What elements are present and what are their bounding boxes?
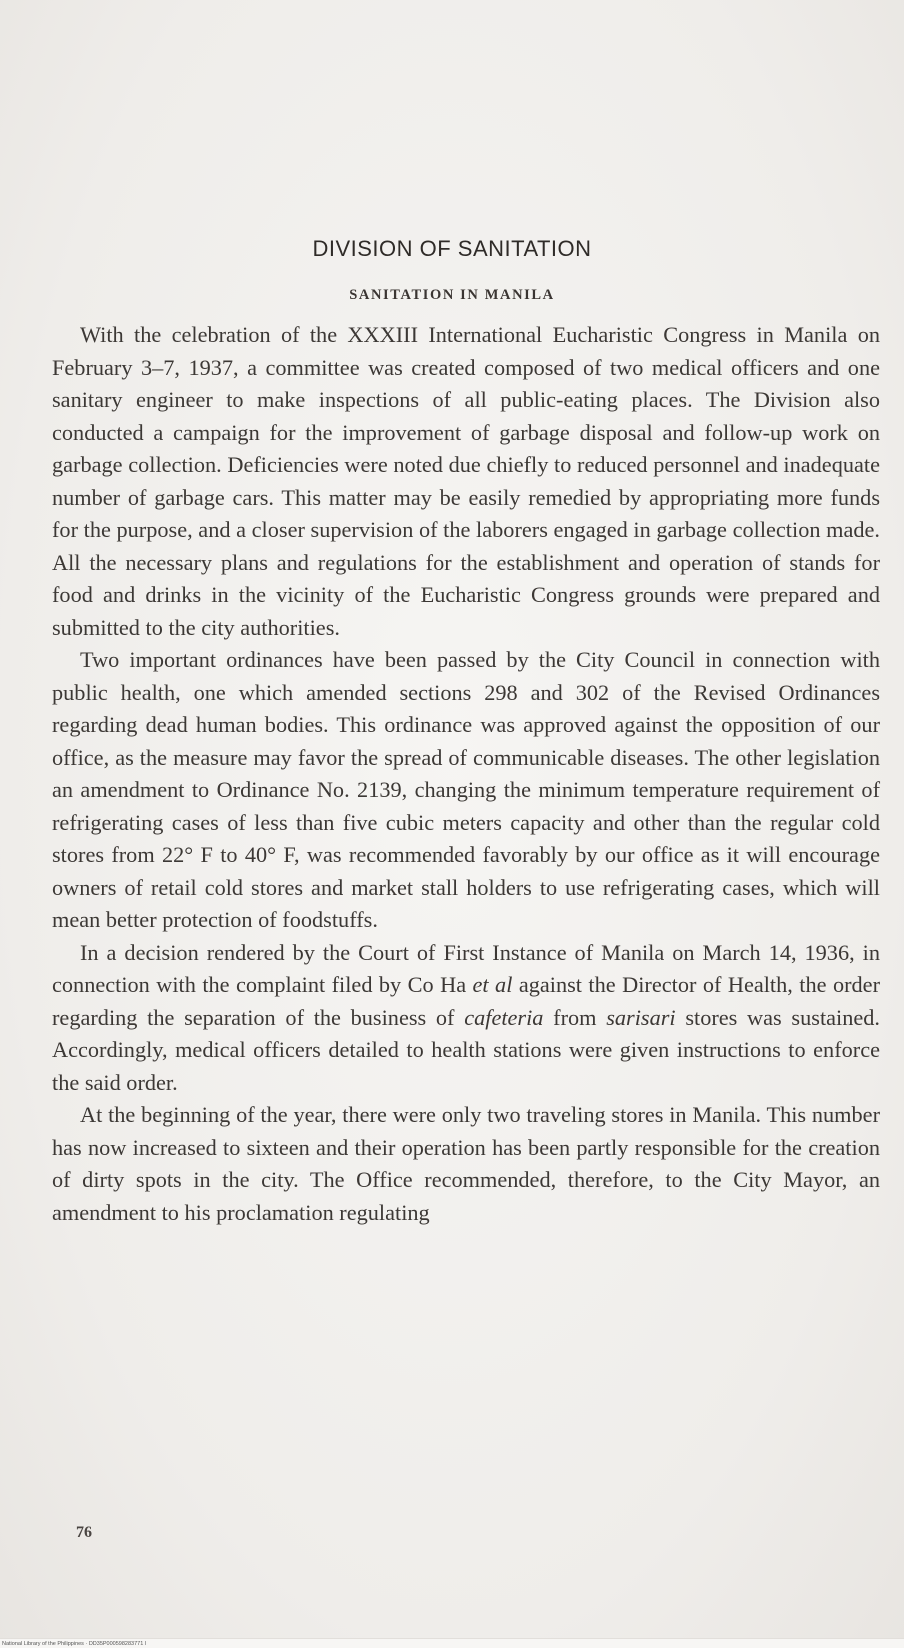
cafeteria-italic: cafeteria	[464, 1004, 544, 1030]
paragraph-eucharistic-congress: With the celebration of the XXXIII International Eucharistic Congress in Manila on February 3–7, 1937, a committee was created composed of two medical officers and one sanitary engineer to make inspections of all public-eating places. The Division also conducted a campaign for the improvement of garbage disposal and follow-up work on garbage collection. Deficiencies were noted due chiefly to reduced personnel and inadequate number of garbage cars. This matter may be easily remedied by appropriating more funds for the purpose, and a closer supervision of the laborers engaged in garbage collection made. All the necessary plans and regulations for the establishment and operation of stands for food and drinks in the vicinity of the Eucharistic Congress grounds were prepared and submitted to the city authorities.	[52, 322, 880, 640]
sarisari-italic: sarisari	[606, 1004, 676, 1030]
section-subheading: SANITATION IN MANILA	[349, 287, 555, 303]
footer-text: National Library of the Philippines · DD35P000598283771 l	[2, 1641, 147, 1647]
court-decision-text-4: stores was sustained. Accordingly, medical officers detailed to health stations were given instructions to enforce the said order.	[52, 1004, 880, 1095]
court-decision-text-1: In a decision rendered by the Court of First Instance of Manila on March 14, 1936, in connection with the complaint filed by Co Ha	[52, 939, 880, 997]
paragraph-court-decision	[52, 937, 880, 1100]
section-heading: DIVISION OF SANITATION	[312, 236, 592, 261]
court-decision-text-3: from	[543, 1004, 607, 1030]
footer-strip	[0, 1638, 904, 1648]
paragraph-traveling-stores: At the beginning of the year, there were only two traveling stores in Manila. This number has now increased to sixteen and their operation has been partly responsible for the creation of dirty spots in the city. The Office recommended, therefore, to the City Mayor, an amendment to his proclamation regulating	[52, 1102, 880, 1225]
paragraph-ordinances: Two important ordinances have been passed by the City Council in connection with public health, one which amended sections 298 and 302 of the Revised Ordinances regarding dead human bodies. This ordinance was approved against the opposition of our office, as the measure may favor the spread of communicable diseases. The other legislation an amendment to Ordinance No. 2139, changing the minimum temperature requirement of refrigerating cases of less than five cubic meters capacity and other than the regular cold stores from 22° F to 40° F, was recommended favorably by our office as it will encourage owners of retail cold stores and market stall holders to use refrigerating cases, which will mean better protection of foodstuffs.	[52, 647, 880, 932]
body-text	[52, 319, 880, 1229]
et-al-italic: et al	[472, 972, 513, 997]
court-decision-text-2: against the Director of Health, the order regarding the separation of the business of	[52, 972, 880, 1030]
page-number: 76	[76, 1524, 92, 1541]
